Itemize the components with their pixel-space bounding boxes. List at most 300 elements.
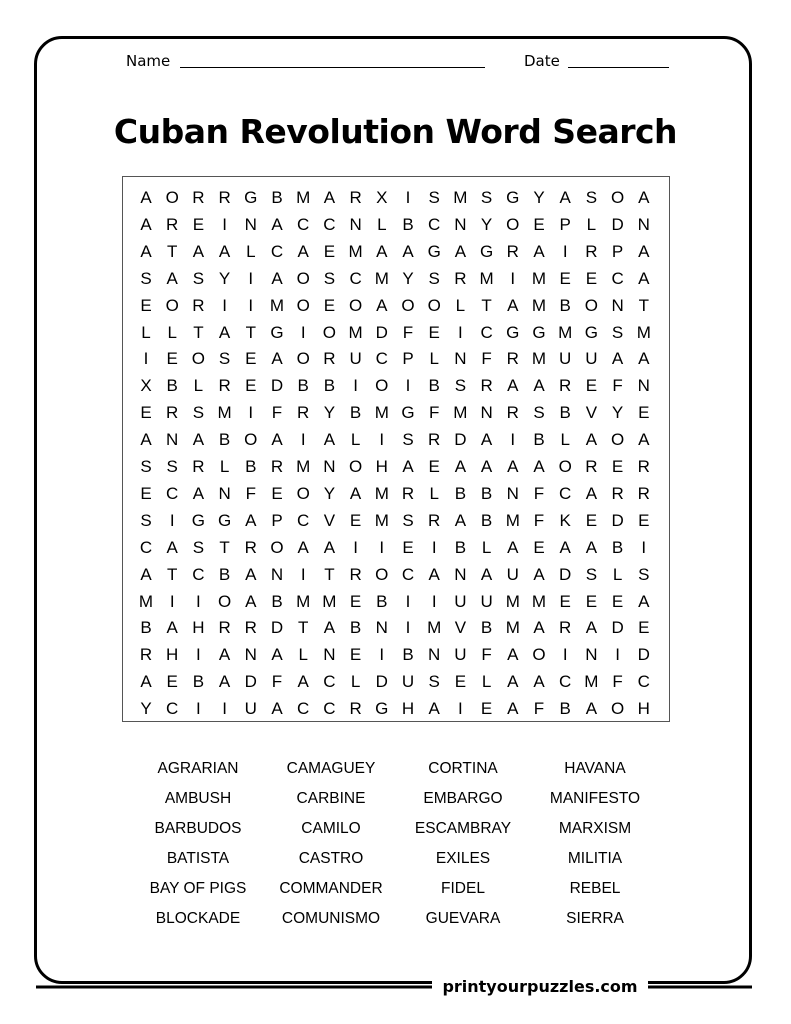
grid-letter: R bbox=[506, 349, 519, 369]
grid-letter: D bbox=[454, 430, 467, 450]
grid-letter: O bbox=[165, 295, 179, 315]
grid-letter: N bbox=[166, 430, 179, 450]
grid-letter: A bbox=[638, 268, 650, 288]
grid-letter: A bbox=[480, 457, 493, 476]
word-list-item: MARXISM bbox=[558, 820, 632, 837]
grid-letter: V bbox=[585, 403, 598, 423]
grid-letter: F bbox=[245, 483, 256, 503]
grid-letter: T bbox=[166, 241, 178, 261]
grid-letter: A bbox=[454, 510, 467, 530]
grid-letter: E bbox=[585, 591, 598, 611]
grid-letter: M bbox=[453, 188, 468, 207]
grid-letter: A bbox=[533, 457, 545, 476]
grid-letter: B bbox=[271, 591, 283, 611]
word-list-item: AGRARIAN bbox=[157, 760, 239, 777]
grid-letter: I bbox=[169, 510, 175, 530]
word-list-item: MANIFESTO bbox=[549, 790, 641, 807]
grid-letter: M bbox=[296, 457, 311, 476]
grid-letter: E bbox=[349, 591, 362, 611]
grid-letter: I bbox=[143, 349, 149, 369]
grid-letter: X bbox=[376, 188, 388, 207]
grid-letter: B bbox=[454, 537, 467, 557]
grid-letter: A bbox=[507, 457, 519, 476]
grid-letter: A bbox=[638, 241, 650, 261]
grid-letter: N bbox=[218, 483, 231, 503]
grid-letter: O bbox=[610, 430, 625, 450]
grid-letter: N bbox=[480, 403, 493, 423]
grid-letter: Y bbox=[140, 699, 152, 719]
grid-letter: E bbox=[533, 537, 545, 557]
grid-letter: A bbox=[271, 645, 283, 665]
grid-row bbox=[123, 562, 669, 588]
grid-letter: O bbox=[191, 349, 205, 369]
grid-letter: A bbox=[245, 510, 257, 530]
grid-letter: T bbox=[638, 295, 649, 315]
grid-letter: A bbox=[507, 645, 519, 665]
grid-letter: E bbox=[611, 457, 624, 476]
grid-letter: E bbox=[638, 403, 650, 423]
grid-letter: B bbox=[271, 188, 283, 207]
grid-letter: I bbox=[300, 430, 306, 450]
grid-letter: Y bbox=[218, 268, 231, 288]
grid-letter: R bbox=[244, 618, 257, 638]
grid-letter: D bbox=[375, 672, 388, 692]
grid-letter: R bbox=[506, 241, 519, 261]
grid-letter: N bbox=[428, 645, 441, 665]
grid-letter: A bbox=[428, 699, 440, 719]
grid-letter: R bbox=[192, 188, 205, 207]
grid-letter: E bbox=[166, 349, 178, 369]
grid-letter: I bbox=[379, 430, 385, 450]
grid-row bbox=[123, 427, 669, 453]
grid-letter: P bbox=[611, 241, 624, 261]
grid-letter: L bbox=[377, 214, 387, 234]
grid-letter: M bbox=[374, 510, 389, 530]
grid-letter: A bbox=[638, 430, 650, 450]
word-list-item: BAY OF PIGS bbox=[149, 880, 247, 897]
grid-letter: E bbox=[402, 537, 414, 557]
grid-letter: C bbox=[559, 483, 572, 503]
grid-letter: R bbox=[585, 457, 598, 476]
grid-letter: A bbox=[297, 537, 309, 557]
grid-letter: R bbox=[297, 403, 310, 423]
grid-letter: A bbox=[166, 537, 178, 557]
grid-letter: L bbox=[455, 295, 466, 315]
grid-letter: C bbox=[166, 483, 179, 503]
grid-letter: C bbox=[192, 564, 205, 584]
word-list-item: COMMANDER bbox=[279, 880, 383, 897]
grid-letter: U bbox=[506, 564, 519, 584]
grid-letter: A bbox=[376, 241, 388, 261]
grid-letter: M bbox=[453, 403, 468, 423]
grid-letter: L bbox=[350, 430, 361, 450]
grid-letter: B bbox=[559, 403, 571, 423]
grid-letter: S bbox=[428, 672, 440, 692]
grid-letter: O bbox=[506, 214, 520, 234]
footer-rule bbox=[0, 975, 791, 999]
grid-letter: S bbox=[585, 564, 598, 584]
grid-letter: S bbox=[533, 403, 545, 423]
word-list-item: MILITIA bbox=[567, 850, 623, 867]
grid-letter: E bbox=[638, 618, 650, 638]
grid-letter: M bbox=[427, 618, 442, 638]
grid-letter: Y bbox=[323, 403, 336, 423]
grid-letter: I bbox=[379, 645, 385, 665]
grid-letter: R bbox=[454, 268, 467, 288]
grid-letter: I bbox=[562, 645, 568, 665]
grid-letter: A bbox=[218, 322, 231, 342]
grid-letter: L bbox=[246, 241, 256, 261]
grid-letter: N bbox=[611, 295, 624, 315]
grid-letter: T bbox=[245, 322, 256, 342]
grid-letter: R bbox=[218, 618, 231, 638]
grid-letter: M bbox=[558, 322, 573, 342]
grid-letter: D bbox=[611, 510, 624, 530]
grid-letter: F bbox=[271, 672, 283, 692]
grid-letter: N bbox=[323, 457, 336, 476]
grid-letter: V bbox=[323, 510, 336, 530]
grid-letter: A bbox=[507, 699, 519, 719]
grid-letter: G bbox=[506, 322, 520, 342]
grid-letter: E bbox=[428, 322, 440, 342]
grid-letter: B bbox=[611, 537, 624, 557]
grid-letter: A bbox=[585, 618, 598, 638]
grid-letter: G bbox=[479, 241, 494, 261]
grid-letter: A bbox=[323, 430, 336, 450]
grid-letter: S bbox=[192, 537, 205, 557]
grid-letter: C bbox=[166, 699, 179, 719]
grid-letter: A bbox=[297, 672, 309, 692]
grid-letter: I bbox=[196, 699, 201, 719]
date-line bbox=[568, 67, 669, 68]
grid-letter: R bbox=[480, 376, 493, 396]
grid-letter: S bbox=[218, 349, 231, 369]
grid-letter: R bbox=[611, 483, 624, 503]
grid-letter: I bbox=[222, 214, 227, 234]
grid-letter: A bbox=[140, 214, 152, 234]
word-list-item: BARBUDOS bbox=[154, 820, 242, 837]
grid-row bbox=[123, 373, 669, 399]
grid-letter: F bbox=[533, 510, 545, 530]
grid-letter: C bbox=[375, 349, 388, 369]
grid-letter: C bbox=[428, 214, 441, 234]
grid-letter: O bbox=[296, 349, 310, 369]
grid-letter: O bbox=[401, 295, 415, 315]
word-list-item: EMBARGO bbox=[423, 790, 503, 807]
grid-letter: P bbox=[271, 510, 283, 530]
grid-letter: M bbox=[348, 241, 363, 261]
grid-letter: N bbox=[585, 645, 598, 665]
grid-letter: B bbox=[533, 430, 545, 450]
grid-row bbox=[123, 669, 669, 695]
grid-letter: U bbox=[454, 645, 467, 665]
grid-letter: S bbox=[428, 268, 440, 288]
grid-letter: I bbox=[248, 295, 254, 315]
grid-letter: V bbox=[454, 618, 467, 638]
grid-letter: C bbox=[297, 510, 310, 530]
grid-letter: C bbox=[323, 214, 336, 234]
grid-letter: N bbox=[454, 214, 467, 234]
grid-letter: Y bbox=[323, 483, 336, 503]
grid-letter: F bbox=[481, 645, 492, 665]
grid-row bbox=[123, 454, 669, 480]
word-list-item: BATISTA bbox=[166, 850, 230, 867]
grid-letter: S bbox=[402, 430, 414, 450]
grid-letter: O bbox=[375, 564, 389, 584]
grid-letter: M bbox=[531, 268, 547, 288]
grid-letter: G bbox=[375, 699, 389, 719]
grid-letter: B bbox=[218, 430, 231, 450]
grid-letter: E bbox=[428, 457, 440, 476]
grid-row bbox=[123, 320, 669, 346]
grid-letter: R bbox=[192, 457, 205, 476]
grid-letter: C bbox=[480, 322, 493, 342]
word-list-item: CASTRO bbox=[298, 850, 364, 867]
grid-letter: E bbox=[480, 699, 493, 719]
name-line bbox=[180, 67, 485, 68]
grid-letter: S bbox=[323, 268, 336, 288]
grid-letter: S bbox=[638, 564, 650, 584]
grid-letter: T bbox=[324, 564, 335, 584]
grid-letter: O bbox=[296, 268, 310, 288]
grid-letter: O bbox=[584, 295, 598, 315]
grid-letter: D bbox=[637, 645, 650, 665]
grid-letter: A bbox=[533, 672, 545, 692]
grid-letter: I bbox=[431, 591, 437, 611]
grid-letter: A bbox=[480, 430, 493, 450]
grid-letter: M bbox=[374, 403, 389, 423]
grid-letter: O bbox=[375, 376, 389, 396]
grid-letter: M bbox=[636, 322, 651, 342]
grid-letter: S bbox=[402, 510, 414, 530]
grid-letter: B bbox=[428, 376, 440, 396]
grid-letter: I bbox=[405, 591, 411, 611]
grid-row bbox=[123, 696, 669, 722]
grid-letter: A bbox=[140, 241, 152, 261]
grid-letter: L bbox=[193, 376, 204, 396]
grid-letter: R bbox=[270, 457, 284, 476]
grid-letter: M bbox=[505, 510, 520, 530]
word-list-item: AMBUSH bbox=[164, 790, 232, 807]
grid-letter: A bbox=[245, 591, 257, 611]
grid-letter: E bbox=[349, 510, 362, 530]
grid-letter: S bbox=[140, 457, 152, 476]
grid-letter: L bbox=[298, 645, 308, 665]
grid-letter: M bbox=[269, 295, 285, 315]
grid-letter: T bbox=[193, 322, 204, 342]
grid-letter: H bbox=[192, 618, 205, 638]
grid-letter: X bbox=[140, 376, 152, 396]
grid-letter: N bbox=[375, 618, 388, 638]
grid-letter: S bbox=[140, 268, 152, 288]
grid-letter: A bbox=[140, 188, 152, 207]
grid-letter: A bbox=[192, 241, 205, 261]
grid-letter: I bbox=[300, 322, 306, 342]
grid-letter: K bbox=[559, 510, 571, 530]
grid-letter: T bbox=[166, 564, 178, 584]
grid-letter: A bbox=[480, 564, 493, 584]
grid-letter: G bbox=[427, 241, 441, 261]
grid-letter: Y bbox=[611, 403, 624, 423]
grid-letter: R bbox=[349, 564, 362, 584]
grid-letter: R bbox=[166, 214, 179, 234]
word-list-item: REBEL bbox=[569, 880, 621, 897]
grid-letter: E bbox=[585, 376, 598, 396]
grid-letter: R bbox=[401, 483, 415, 503]
grid-letter: E bbox=[454, 672, 467, 692]
grid-letter: F bbox=[271, 403, 283, 423]
grid-letter: M bbox=[348, 322, 363, 342]
grid-letter: A bbox=[245, 564, 257, 584]
grid-letter: O bbox=[610, 188, 625, 207]
grid-letter: R bbox=[139, 645, 153, 665]
grid-row bbox=[123, 239, 669, 265]
grid-letter: A bbox=[585, 483, 598, 503]
grid-letter: B bbox=[559, 699, 571, 719]
grid-letter: N bbox=[506, 483, 519, 503]
grid-letter: L bbox=[219, 457, 230, 476]
grid-letter: G bbox=[532, 322, 546, 342]
grid-letter: I bbox=[431, 537, 437, 557]
grid-letter: R bbox=[585, 241, 598, 261]
word-list-item: CORTINA bbox=[428, 760, 498, 777]
grid-letter: E bbox=[245, 349, 257, 369]
grid-letter: O bbox=[322, 322, 336, 342]
grid-letter: A bbox=[376, 295, 388, 315]
grid-letter: B bbox=[454, 483, 467, 503]
grid-row bbox=[123, 615, 669, 641]
grid-letter: R bbox=[637, 457, 650, 476]
grid-letter: A bbox=[271, 214, 283, 234]
word-list-item: ESCAMBRAY bbox=[414, 820, 512, 837]
grid-letter: B bbox=[480, 483, 493, 503]
grid-letter: Y bbox=[402, 268, 414, 288]
grid-letter: O bbox=[348, 295, 363, 315]
grid-letter: M bbox=[296, 591, 311, 611]
grid-row bbox=[123, 346, 669, 372]
grid-letter: A bbox=[611, 349, 624, 369]
grid-letter: F bbox=[428, 403, 440, 423]
grid-letter: L bbox=[141, 322, 151, 342]
grid-letter: S bbox=[611, 322, 624, 342]
grid-letter: A bbox=[533, 241, 545, 261]
grid-letter: C bbox=[139, 537, 153, 557]
grid-letter: E bbox=[140, 295, 152, 315]
grid-letter: U bbox=[401, 672, 415, 692]
grid-letter: O bbox=[610, 699, 625, 719]
grid-letter: A bbox=[218, 241, 231, 261]
grid-letter: A bbox=[271, 430, 283, 450]
footer bbox=[0, 975, 791, 999]
grid-letter: I bbox=[405, 376, 411, 396]
grid-letter: I bbox=[458, 322, 463, 342]
grid-letter: I bbox=[169, 591, 175, 611]
word-list-item: SIERRA bbox=[566, 910, 624, 927]
grid-letter: L bbox=[481, 537, 492, 557]
grid-letter: E bbox=[245, 376, 257, 396]
grid-letter: C bbox=[297, 214, 310, 234]
grid-letter: A bbox=[638, 591, 650, 611]
grid-row bbox=[123, 400, 669, 426]
grid-letter: A bbox=[559, 537, 571, 557]
grid-letter: A bbox=[218, 672, 231, 692]
grid-letter: R bbox=[506, 403, 519, 423]
grid-letter: B bbox=[245, 457, 257, 476]
grid-letter: B bbox=[376, 591, 388, 611]
grid-letter: E bbox=[585, 510, 598, 530]
grid-letter: O bbox=[558, 457, 572, 476]
grid-letter: E bbox=[533, 214, 545, 234]
grid-letter: B bbox=[349, 618, 362, 638]
grid-row bbox=[123, 266, 669, 292]
grid-letter: A bbox=[507, 672, 519, 692]
grid-letter: A bbox=[533, 618, 545, 638]
grid-letter: R bbox=[323, 349, 336, 369]
grid-letter: M bbox=[217, 403, 232, 423]
grid-letter: H bbox=[166, 645, 179, 665]
grid-row bbox=[123, 535, 669, 561]
grid-letter: R bbox=[349, 188, 362, 207]
grid-letter: M bbox=[531, 349, 547, 369]
name-label: Name bbox=[126, 52, 171, 70]
grid-letter: F bbox=[533, 699, 545, 719]
grid-letter: N bbox=[637, 214, 650, 234]
grid-letter: E bbox=[585, 268, 598, 288]
grid-row bbox=[123, 212, 669, 238]
grid-letter: A bbox=[402, 457, 414, 476]
grid-letter: N bbox=[244, 214, 257, 234]
grid-letter: M bbox=[322, 591, 337, 611]
grid-letter: G bbox=[191, 510, 205, 530]
grid-letter: A bbox=[323, 537, 336, 557]
word-list-item: EXILES bbox=[435, 850, 491, 867]
grid-letter: R bbox=[349, 699, 362, 719]
grid-letter: E bbox=[638, 510, 650, 530]
grid-letter: A bbox=[323, 618, 336, 638]
grid-letter: A bbox=[140, 430, 152, 450]
word-list-item: COMUNISMO bbox=[281, 910, 381, 927]
grid-letter: E bbox=[140, 403, 152, 423]
grid-letter: G bbox=[584, 322, 598, 342]
word-list-item: HAVANA bbox=[564, 760, 626, 777]
grid-row bbox=[123, 642, 669, 668]
grid-letter: S bbox=[140, 510, 152, 530]
grid-letter: A bbox=[585, 699, 598, 719]
grid-letter: B bbox=[192, 672, 205, 692]
grid-letter: L bbox=[560, 430, 570, 450]
grid-letter: A bbox=[585, 430, 598, 450]
grid-letter: D bbox=[375, 322, 388, 342]
grid-letter: H bbox=[637, 699, 650, 719]
grid-row bbox=[123, 293, 669, 319]
grid-letter: G bbox=[244, 188, 258, 207]
grid-letter: D bbox=[244, 672, 257, 692]
grid-letter: S bbox=[428, 188, 440, 207]
grid-letter: L bbox=[350, 672, 361, 692]
grid-letter: R bbox=[166, 403, 179, 423]
grid-letter: O bbox=[427, 295, 441, 315]
grid-letter: T bbox=[219, 537, 230, 557]
grid-letter: L bbox=[429, 349, 439, 369]
grid-row bbox=[123, 508, 669, 534]
grid-letter: F bbox=[481, 349, 492, 369]
grid-letter: I bbox=[196, 645, 201, 665]
grid-letter: C bbox=[270, 241, 284, 261]
grid-letter: E bbox=[559, 591, 571, 611]
grid-letter: M bbox=[374, 483, 389, 503]
grid-letter: I bbox=[641, 537, 647, 557]
grid-letter: A bbox=[454, 241, 467, 261]
